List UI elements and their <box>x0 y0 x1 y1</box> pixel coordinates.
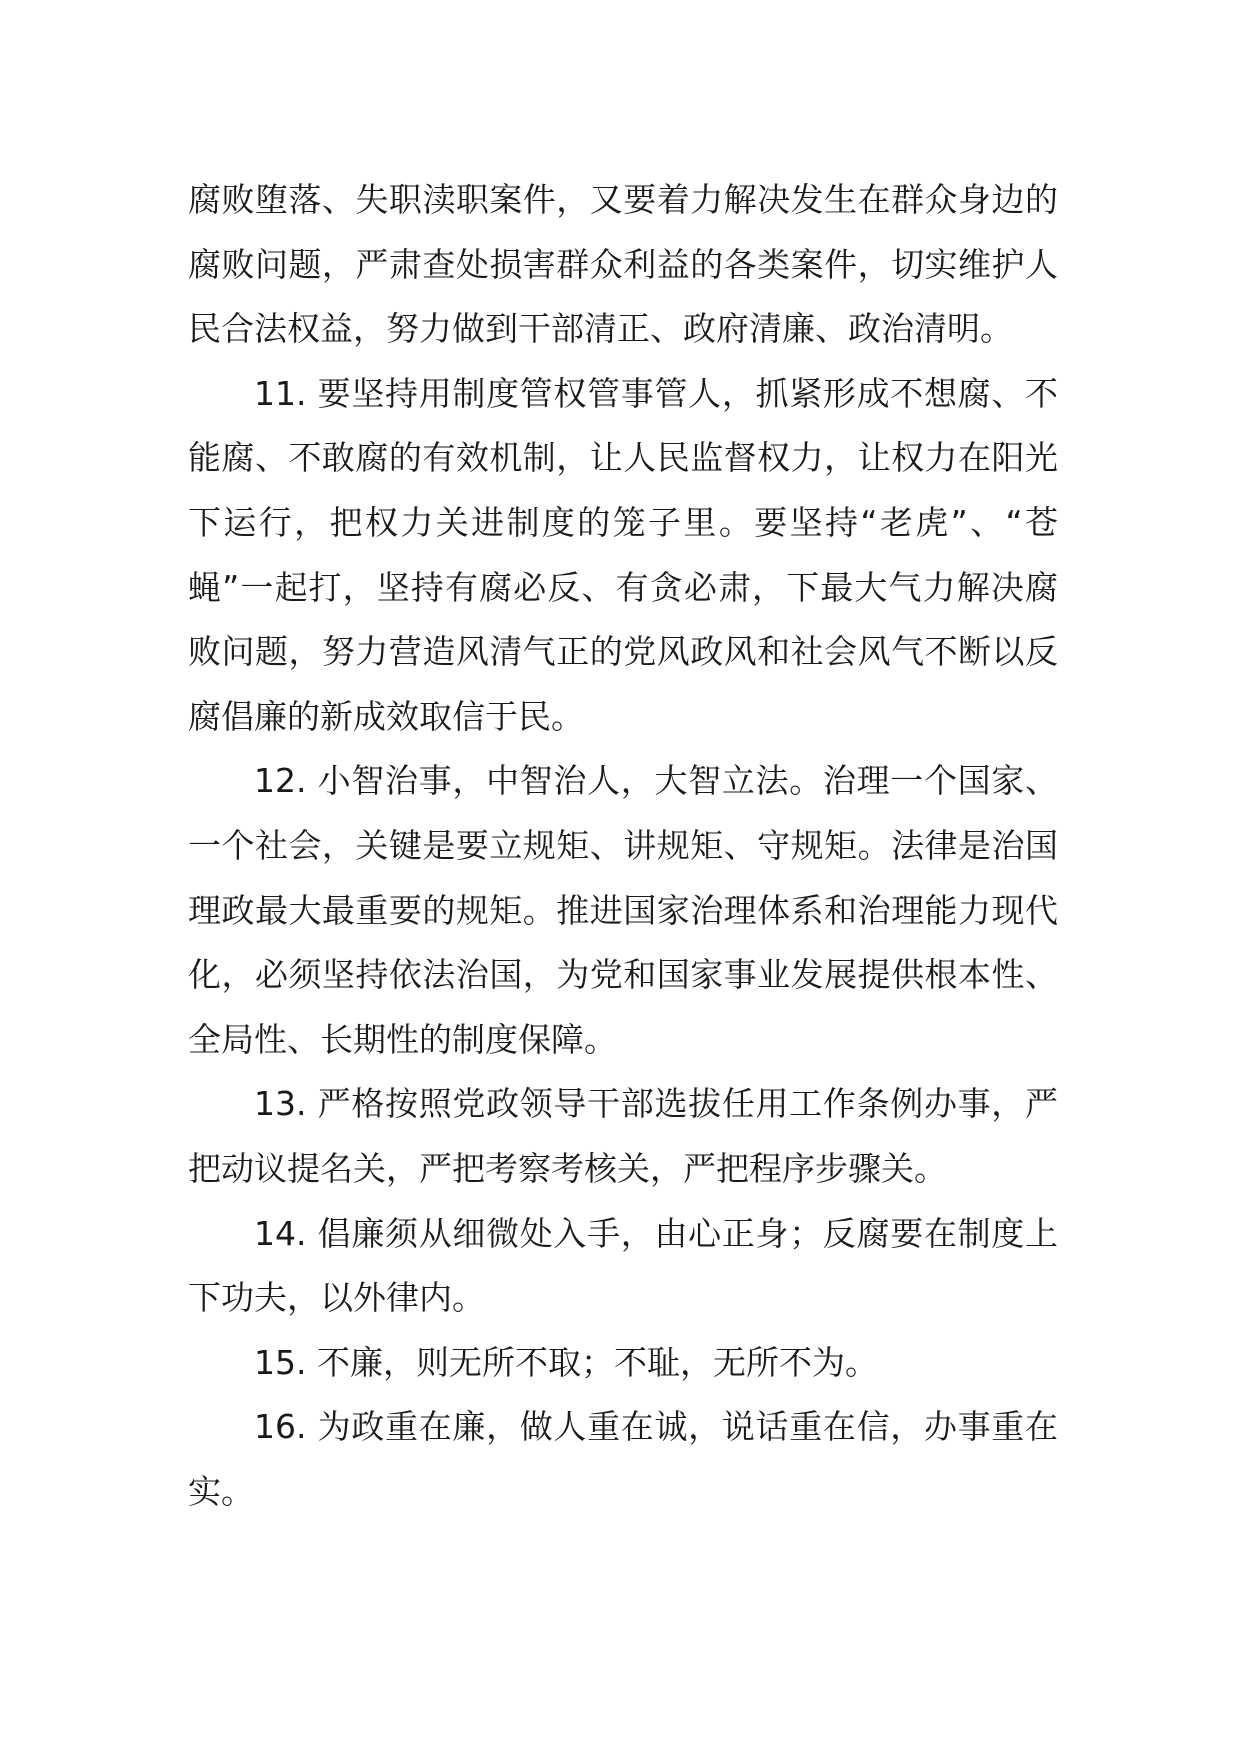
paragraph-item-11: 11. 要坚持用制度管权管事管人，抓紧形成不想腐、不能腐、不敢腐的有效机制，让人民监督权力，让权力在阳光下运行，把权力关进制度的笼子里。要坚持“老虎”、“苍蝇”一起打，坚持有腐必反、有贪必肃，下最大气力解决腐败问题，努力营造风清气正的党风政风和社会风气不断以反腐倡廉的新成效取信于民。 <box>188 373 1058 736</box>
paragraph-item-16: 16. 为政重在廉，做人重在诚，说话重在信，办事重在实。 <box>188 1407 1058 1511</box>
paragraph-continuation: 腐败堕落、失职渎职案件，又要着力解决发生在群众身边的腐败问题，严肃查处损害群众利益的各类案件，切实维护人民合法权益，努力做到干部清正、政府清廉、政治清明。 <box>188 180 1058 349</box>
paragraph-item-15: 15. 不廉，则无所不取；不耻，无所不为。 <box>254 1342 878 1382</box>
paragraph-item-14: 14. 倡廉须从细微处入手，由心正身；反腐要在制度上下功夫，以外律内。 <box>188 1213 1058 1318</box>
paragraph-item-12: 12. 小智治事，中智治人，大智立法。治理一个国家、一个社会，关键是要立规矩、讲规矩、守规矩。法律是治国理政最大最重要的规矩。推进国家治理体系和治理能力现代化，必须坚持依法治国，为党和国家事业发展提供根本性、全局性、长期性的制度保障。 <box>188 761 1058 1059</box>
document-body <box>188 168 1058 1524</box>
paragraph-item-13: 13. 严格按照党政领导干部选拔任用工作条例办事，严把动议提名关，严把考察考核关，严把程序步骤关。 <box>188 1084 1058 1188</box>
